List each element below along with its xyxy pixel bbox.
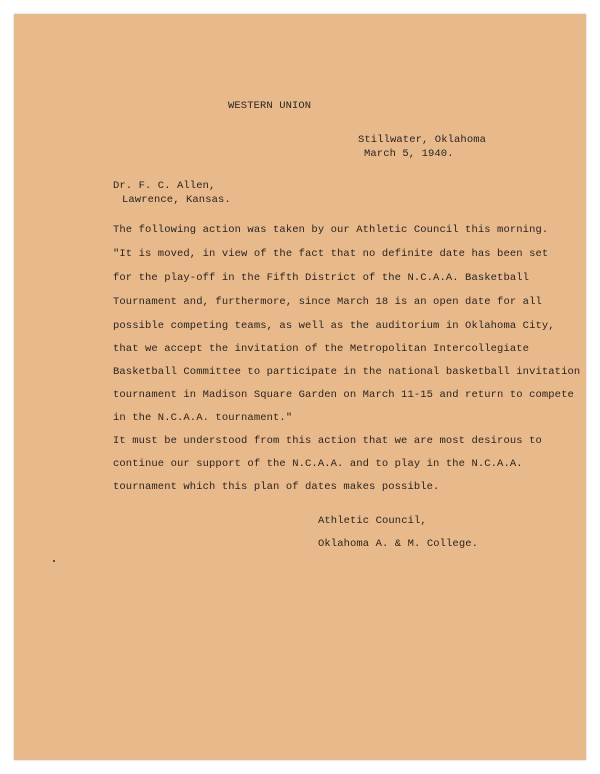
body-line: Tournament and, furthermore, since March 18 is an open date for all <box>113 296 542 308</box>
letter-title: WESTERN UNION <box>228 100 312 112</box>
letter-date: March 5, 1940. <box>364 148 454 160</box>
paper-speck <box>53 560 55 562</box>
signature-college: Oklahoma A. & M. College. <box>318 538 479 550</box>
body-line: in the N.C.A.A. tournament." <box>113 412 293 424</box>
signature-council: Athletic Council, <box>318 515 427 527</box>
body-line: continue our support of the N.C.A.A. and to play in the N.C.A.A. <box>113 458 523 470</box>
body-line: "It is moved, in view of the fact that no definite date has been set <box>113 248 549 260</box>
addressee-city: Lawrence, Kansas. <box>122 194 231 206</box>
body-line: that we accept the invitation of the Metropolitan Intercollegiate <box>113 343 530 355</box>
letter-page <box>14 14 586 760</box>
body-line: tournament which this plan of dates makes possible. <box>113 481 440 493</box>
body-line: It must be understood from this action that we are most desirous to <box>113 435 542 447</box>
body-line: for the play-off in the Fifth District of the N.C.A.A. Basketball <box>113 272 530 284</box>
body-line: possible competing teams, as well as the auditorium in Oklahoma City, <box>113 320 555 332</box>
addressee-name: Dr. F. C. Allen, <box>113 180 216 192</box>
letter-place: Stillwater, Oklahoma <box>358 134 487 146</box>
body-line: The following action was taken by our Athletic Council this morning. <box>113 224 549 236</box>
body-line: tournament in Madison Square Garden on March 11-15 and return to compete <box>113 389 574 401</box>
body-line: Basketball Committee to participate in the national basketball invitation <box>113 366 581 378</box>
